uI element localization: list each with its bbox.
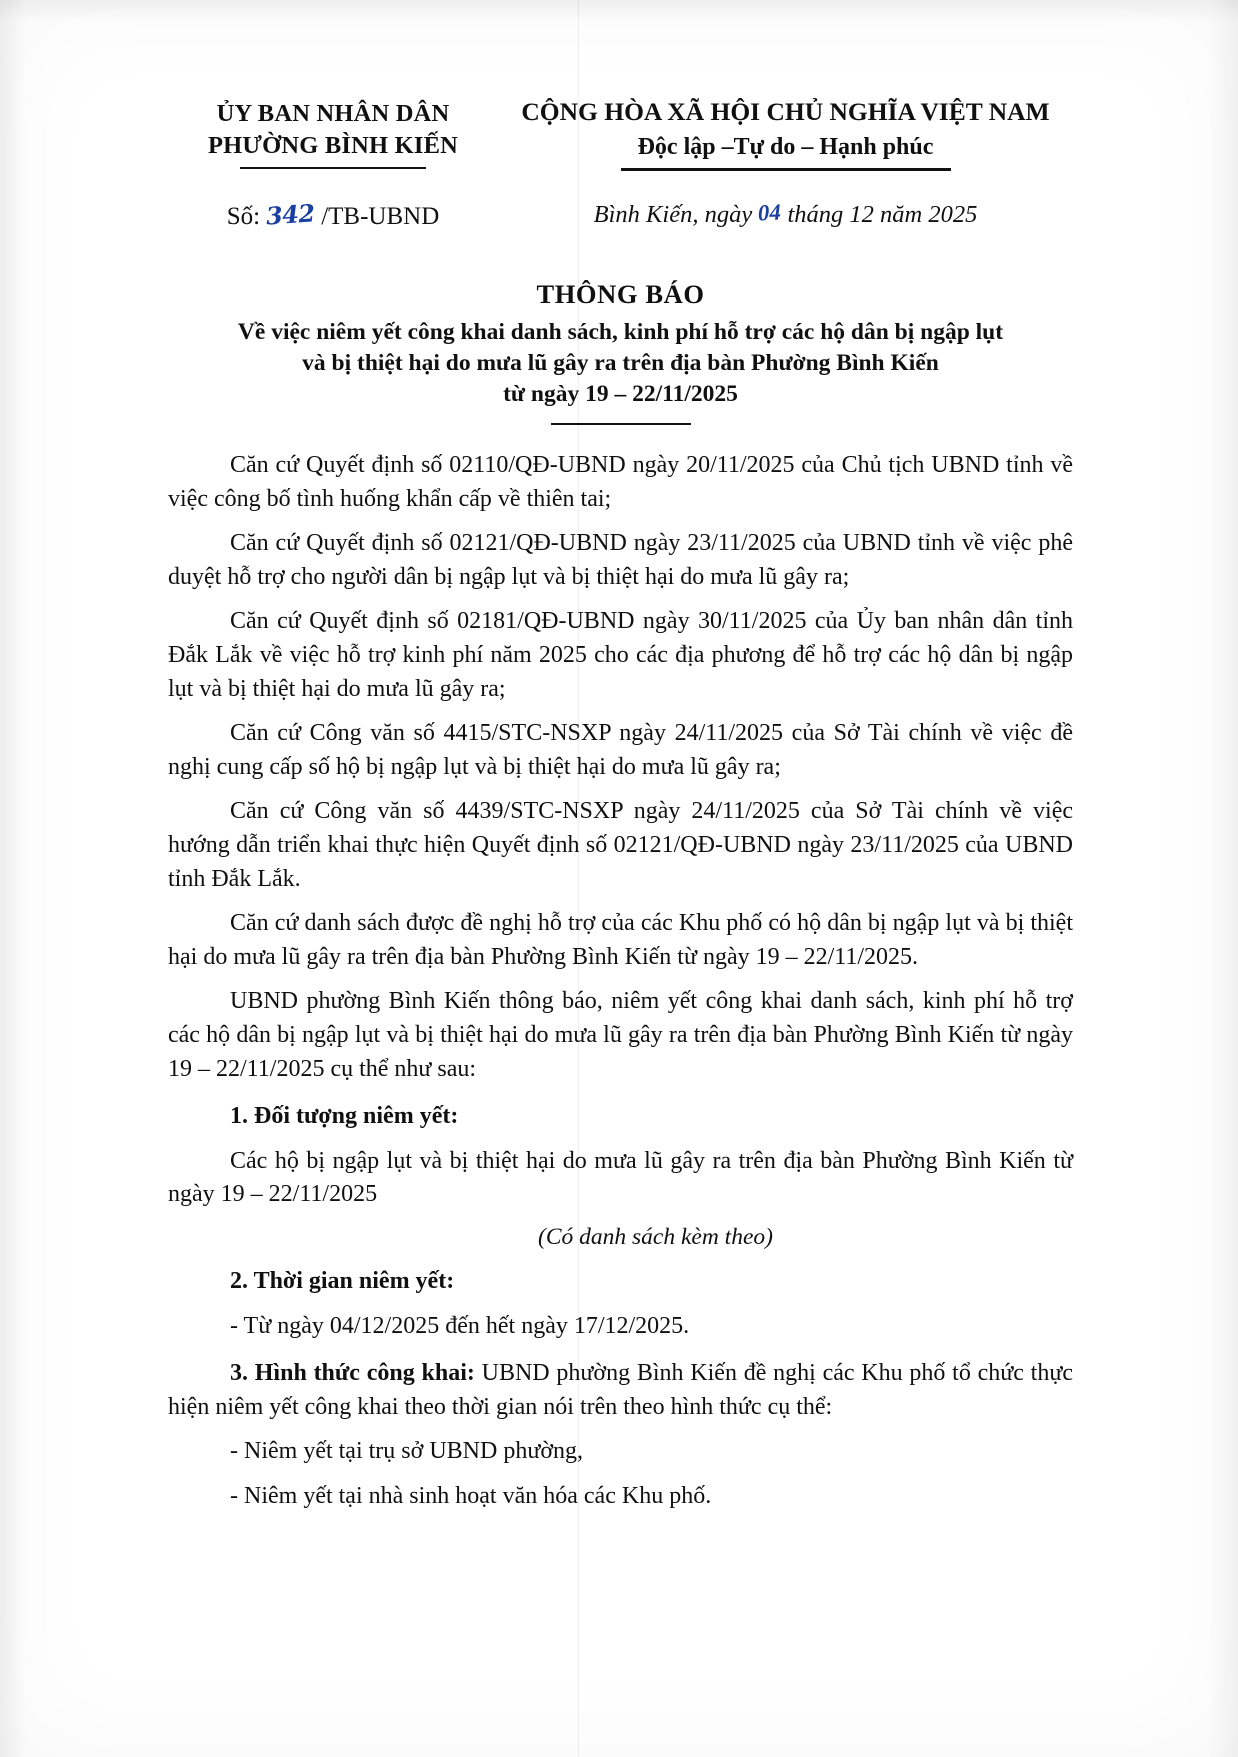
- section-3-text: UBND phường Bình Kiến đề nghị các Khu phố tổ chức thực hiện niêm yết công khai theo thời gian nói trên theo hình thức cụ thể:: [168, 1360, 1074, 1420]
- document-content: [168, 96, 1073, 1525]
- document-number: [168, 198, 498, 231]
- title-block: [168, 279, 1073, 425]
- place-and-date: [498, 201, 1073, 229]
- scan-edge-shading-left: [0, 0, 26, 1757]
- date-month-value: 12: [849, 200, 874, 228]
- section-1-heading: 1. Đối tượng niêm yết:: [230, 1103, 459, 1130]
- national-motto-underline: [621, 168, 951, 171]
- title-underline: [551, 423, 691, 426]
- date-place-prefix: Bình Kiến, ngày: [593, 200, 753, 228]
- announcement-paragraph: UBND phường Bình Kiến thông báo, niêm yết công khai danh sách, kinh phí hỗ trợ các hộ dân bị ngập lụt và bị thiệt hại do mưa lũ gây ra trên địa bàn Phường Bình Kiến từ ngày 19 – 22/11/2025 cụ thể như sau:: [168, 988, 1073, 1082]
- document-subject-line3: từ ngày 19 – 22/11/2025: [503, 381, 738, 408]
- document-number-value: 342: [265, 198, 316, 231]
- document-subject-line1: Về việc niêm yết công khai danh sách, kinh phí hỗ trợ các hộ dân bị ngập lụt: [237, 318, 1004, 345]
- issuing-authority-block: [168, 96, 498, 169]
- section-3-item: - Niêm yết tại nhà sinh hoạt văn hóa các Khu phố.: [230, 1482, 712, 1509]
- document-number-prefix: Số:: [226, 202, 261, 230]
- section-3-item: - Niêm yết tại trụ sở UBND phường,: [230, 1438, 584, 1465]
- document-number-suffix: /TB-UBND: [321, 202, 440, 230]
- national-heading-block: [498, 96, 1073, 171]
- legal-basis-paragraph: Căn cứ danh sách được đề nghị hỗ trợ của các Khu phố có hộ dân bị ngập lụt và bị thiệt hại do mưa lũ gây ra trên địa bàn Phường Bình Kiến từ ngày 19 – 22/11/2025.: [168, 910, 1073, 970]
- national-name: CỘNG HÒA XÃ HỘI CHỦ NGHĨA VIỆT NAM: [521, 97, 1050, 126]
- legal-basis-paragraph: Căn cứ Quyết định số 02110/QĐ-UBND ngày 20/11/2025 của Chủ tịch UBND tỉnh về việc công bố tình huống khẩn cấp về thiên tai;: [168, 452, 1073, 512]
- scan-edge-shading-right: [1208, 0, 1238, 1757]
- issuing-authority-line2: PHƯỜNG BÌNH KIẾN: [207, 131, 459, 159]
- document-type-title: THÔNG BÁO: [536, 278, 705, 309]
- attachment-note: (Có danh sách kèm theo): [538, 1223, 773, 1250]
- scan-edge-shading-top: [0, 0, 1238, 22]
- date-day-value: 04: [757, 199, 782, 226]
- legal-basis-paragraph: Căn cứ Quyết định số 02181/QĐ-UBND ngày 30/11/2025 của Ủy ban nhân dân tỉnh Đắk Lắk về việc hỗ trợ kinh phí năm 2025 cho các địa phương để hỗ trợ các hộ dân bị ngập lụt và bị thiệt hại do mưa lũ gây ra;: [168, 608, 1073, 702]
- section-1-text: Các hộ bị ngập lụt và bị thiệt hại do mưa lũ gây ra trên địa bàn Phường Bình Kiến từ ngày 19 – 22/11/2025: [168, 1147, 1073, 1208]
- issuing-authority-line1: ỦY BAN NHÂN DÂN: [216, 100, 450, 127]
- legal-basis-paragraph: Căn cứ Công văn số 4439/STC-NSXP ngày 24/11/2025 của Sở Tài chính về việc hướng dẫn triển khai thực hiện Quyết định số 02121/QĐ-UBND ngày 23/11/2025 của UBND tỉnh Đắk Lắk.: [168, 798, 1073, 892]
- national-motto: Độc lập –Tự do – Hạnh phúc: [637, 134, 934, 161]
- letterhead: [168, 96, 1073, 171]
- document-body: [168, 449, 1073, 1513]
- date-year-label: năm: [880, 200, 923, 228]
- date-year-value: 2025: [928, 200, 978, 228]
- date-month-label: tháng: [787, 200, 844, 228]
- number-and-date-row: [168, 198, 1073, 231]
- section-3-heading: 3. Hình thức công khai:: [230, 1360, 475, 1387]
- legal-basis-paragraph: Căn cứ Quyết định số 02121/QĐ-UBND ngày 23/11/2025 của UBND tỉnh về việc phê duyệt hỗ trợ cho người dân bị ngập lụt và bị thiệt hại do mưa lũ gây ra;: [168, 530, 1073, 590]
- section-2-heading: 2. Thời gian niêm yết:: [230, 1267, 455, 1294]
- issuing-authority-underline: [240, 167, 426, 170]
- section-2-item: - Từ ngày 04/12/2025 đến hết ngày 17/12/2025.: [230, 1312, 690, 1339]
- section-3-paragraph: [168, 1357, 1073, 1424]
- document-subject-line2: và bị thiệt hại do mưa lũ gây ra trên địa bàn Phường Bình Kiến: [302, 350, 939, 377]
- legal-basis-paragraph: Căn cứ Công văn số 4415/STC-NSXP ngày 24/11/2025 của Sở Tài chính về việc đề nghị cung cấp số hộ bị ngập lụt và bị thiệt hại do mưa lũ gây ra;: [168, 720, 1073, 780]
